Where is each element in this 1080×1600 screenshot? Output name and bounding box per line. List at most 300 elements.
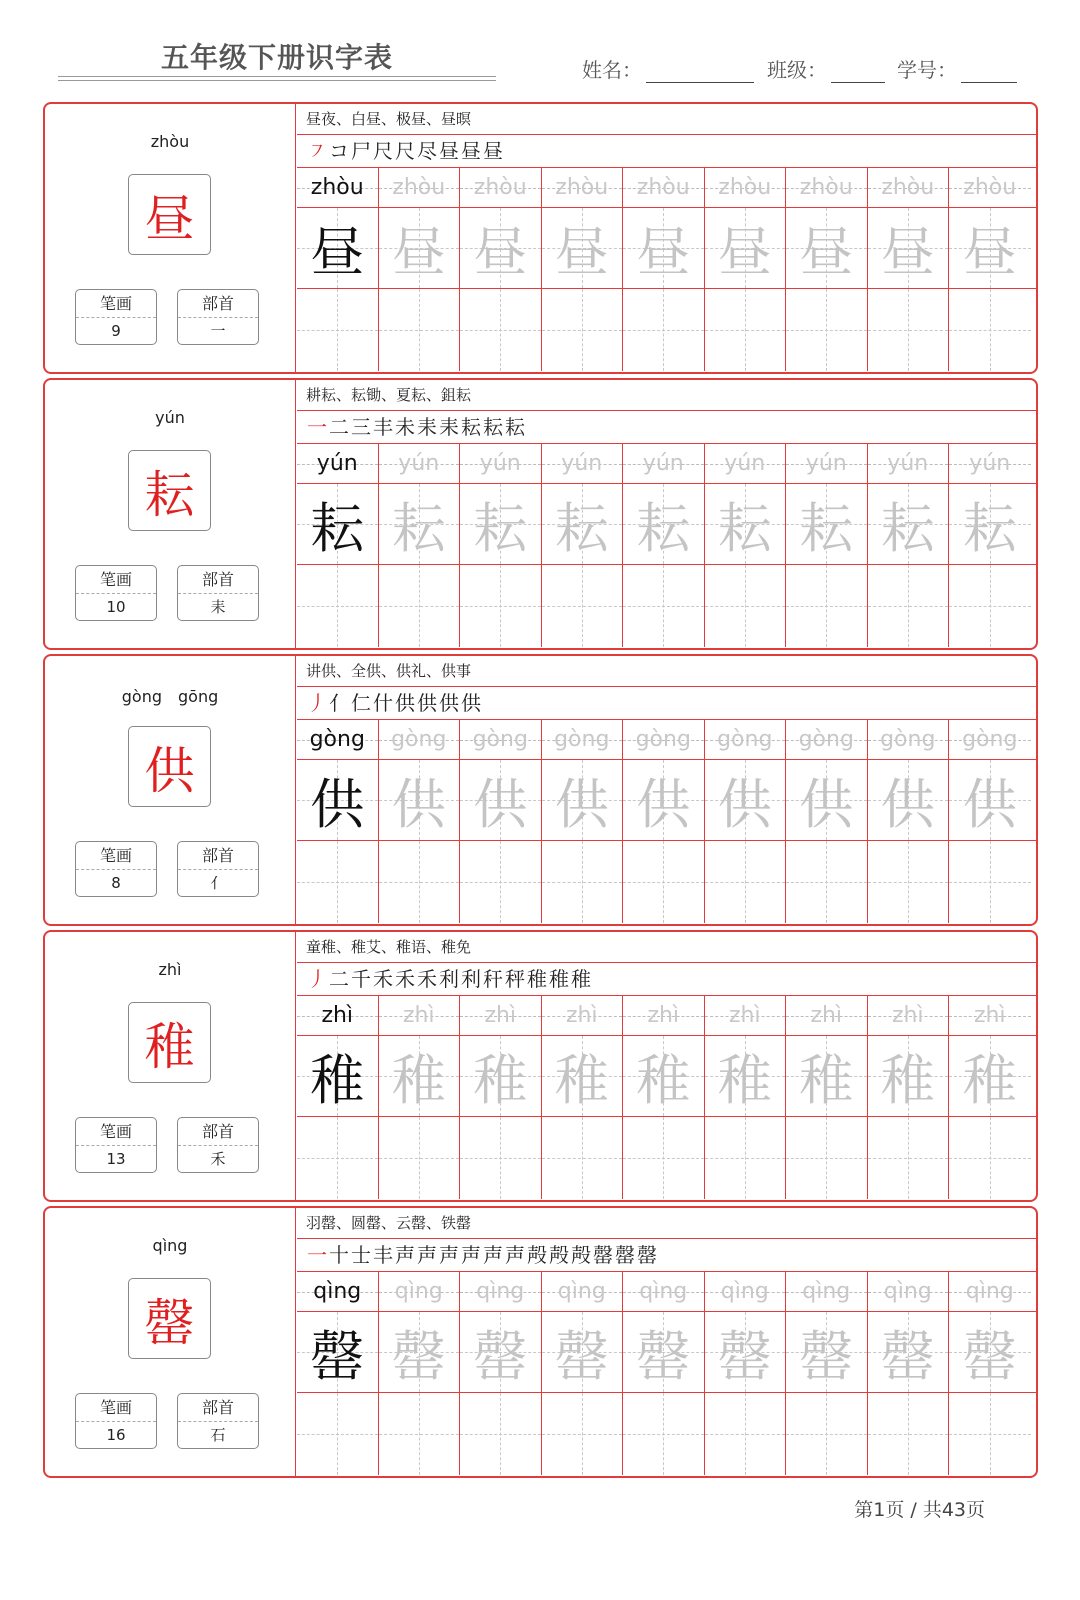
char-cell[interactable] <box>623 1312 705 1392</box>
stroke-step: 声 <box>461 1243 481 1267</box>
example-words: 昼夜、白昼、极昼、昼暝 <box>297 104 1038 135</box>
practice-cell[interactable] <box>542 1117 624 1199</box>
char-cell[interactable] <box>379 1312 461 1392</box>
char-trace: 昼 <box>473 220 528 284</box>
pinyin-cell[interactable] <box>623 996 705 1035</box>
stroke-step: 尺 <box>395 139 415 163</box>
char-trace: 供 <box>473 772 528 836</box>
char-trace: 供 <box>717 772 772 836</box>
pinyin-cell[interactable] <box>623 444 705 483</box>
pinyin-cell[interactable] <box>460 168 542 207</box>
character-card <box>43 102 1038 374</box>
id-label: 学号： <box>897 58 957 82</box>
pinyin-cell[interactable] <box>949 444 1031 483</box>
pinyin-cell[interactable] <box>542 996 624 1035</box>
practice-panel <box>297 380 1038 648</box>
trace-row <box>297 760 1038 841</box>
practice-cell[interactable] <box>705 289 787 371</box>
pinyin-cell[interactable] <box>623 720 705 759</box>
practice-cell[interactable] <box>379 565 461 647</box>
trace-row <box>297 1312 1038 1393</box>
radical-label: 部首 <box>178 290 258 318</box>
stroke-step: 亻 <box>329 691 349 715</box>
pinyin-cell[interactable] <box>786 996 868 1035</box>
character-card <box>43 930 1038 1202</box>
stroke-step: 利 <box>439 967 459 991</box>
practice-cell[interactable] <box>786 1393 868 1475</box>
stroke-step: 利 <box>461 967 481 991</box>
practice-cell[interactable] <box>949 1117 1031 1199</box>
pinyin-trace: qìng <box>639 1279 688 1304</box>
stroke-step: 丿 <box>307 967 327 991</box>
practice-panel <box>297 932 1038 1200</box>
radical-value: 耒 <box>210 598 226 616</box>
practice-cell[interactable] <box>705 565 787 647</box>
pinyin-trace: zhì <box>973 1003 1006 1028</box>
pinyin-trace: gòng <box>472 727 528 752</box>
stroke-step: 禾 <box>373 967 393 991</box>
stroke-step: 昼 <box>439 139 459 163</box>
char-trace: 供 <box>554 772 609 836</box>
char-trace: 稚 <box>310 1048 365 1112</box>
pinyin-trace: zhòu <box>392 175 446 200</box>
char-cell[interactable] <box>705 1036 787 1116</box>
pinyin-trace: yún <box>805 451 847 476</box>
practice-cell[interactable] <box>705 841 787 923</box>
pinyin-trace: yún <box>887 451 929 476</box>
stroke-count-value: 9 <box>111 322 121 340</box>
radical-box <box>177 565 259 621</box>
char-cell[interactable] <box>379 208 461 288</box>
stroke-step: 千 <box>351 967 371 991</box>
pinyin-cell <box>297 996 379 1035</box>
practice-cell[interactable] <box>786 1117 868 1199</box>
pinyin-cell <box>297 1272 379 1311</box>
class-field[interactable] <box>767 54 885 83</box>
practice-cell[interactable] <box>786 841 868 923</box>
practice-cell[interactable] <box>297 841 379 923</box>
char-trace: 供 <box>310 772 365 836</box>
stroke-step: 秆 <box>483 967 503 991</box>
char-cell[interactable] <box>786 484 868 564</box>
pinyin-trace: gòng <box>717 727 773 752</box>
practice-cell[interactable] <box>868 1117 950 1199</box>
practice-cell[interactable] <box>460 565 542 647</box>
stroke-step: 二 <box>329 967 349 991</box>
char-trace: 供 <box>391 772 446 836</box>
char-cell[interactable] <box>949 1036 1031 1116</box>
char-cell[interactable] <box>542 1312 624 1392</box>
char-trace: 罄 <box>473 1324 528 1388</box>
radical-label: 部首 <box>178 566 258 594</box>
practice-cell[interactable] <box>623 289 705 371</box>
practice-cell[interactable] <box>786 289 868 371</box>
pinyin-cell[interactable] <box>868 996 950 1035</box>
char-cell[interactable] <box>542 760 624 840</box>
char-pinyin: zhòu <box>150 132 190 151</box>
main-character: 罄 <box>128 1278 211 1359</box>
practice-cell[interactable] <box>379 1117 461 1199</box>
pinyin-row <box>297 720 1038 760</box>
pinyin-trace: yún <box>724 451 766 476</box>
pinyin-cell[interactable] <box>949 168 1031 207</box>
stroke-count-label: 笔画 <box>76 1118 156 1146</box>
char-trace: 供 <box>962 772 1017 836</box>
stroke-order <box>297 1239 1038 1272</box>
char-cell[interactable] <box>623 208 705 288</box>
char-cell[interactable] <box>542 1036 624 1116</box>
char-cell[interactable] <box>949 208 1031 288</box>
char-cell[interactable] <box>705 760 787 840</box>
practice-cell[interactable] <box>297 565 379 647</box>
pinyin-cell[interactable] <box>542 168 624 207</box>
pinyin-cell[interactable] <box>379 444 461 483</box>
stroke-step: 耘 <box>505 415 525 439</box>
radical-label: 部首 <box>178 1118 258 1146</box>
practice-cell[interactable] <box>379 841 461 923</box>
char-info-panel <box>45 104 296 372</box>
stroke-step: 尽 <box>417 139 437 163</box>
pinyin-cell[interactable] <box>786 1272 868 1311</box>
pinyin-cell <box>297 720 379 759</box>
blank-row <box>297 289 1038 371</box>
stroke-step: 声 <box>395 1243 415 1267</box>
practice-cell[interactable] <box>460 1393 542 1475</box>
radical-value: 亻 <box>210 874 226 892</box>
char-cell[interactable] <box>460 760 542 840</box>
stroke-step: 声 <box>505 1243 525 1267</box>
main-character: 耘 <box>128 450 211 531</box>
stroke-step: 仁 <box>351 691 371 715</box>
stroke-step: 士 <box>351 1243 371 1267</box>
char-info-panel <box>45 1208 296 1476</box>
pinyin-trace: yún <box>969 451 1011 476</box>
pinyin-cell[interactable] <box>868 168 950 207</box>
char-trace: 供 <box>880 772 935 836</box>
stroke-count-label: 笔画 <box>76 290 156 318</box>
stroke-step: 耘 <box>483 415 503 439</box>
char-pinyin: gòng gōng <box>121 687 219 706</box>
char-trace: 昼 <box>717 220 772 284</box>
practice-cell[interactable] <box>868 289 950 371</box>
class-blank[interactable] <box>831 59 885 83</box>
practice-cell[interactable] <box>542 841 624 923</box>
radical-value: 一 <box>210 322 226 340</box>
pinyin-cell[interactable] <box>705 1272 787 1311</box>
practice-cell[interactable] <box>623 841 705 923</box>
char-info-panel <box>45 932 296 1200</box>
pinyin-cell[interactable] <box>786 720 868 759</box>
pinyin-trace: zhòu <box>799 175 853 200</box>
pinyin-cell <box>297 444 379 483</box>
pinyin-cell[interactable] <box>542 444 624 483</box>
pinyin-cell <box>297 168 379 207</box>
stroke-order <box>297 963 1038 996</box>
pinyin-cell[interactable] <box>786 444 868 483</box>
char-trace: 耘 <box>717 496 772 560</box>
pinyin-row <box>297 168 1038 208</box>
char-trace: 稚 <box>473 1048 528 1112</box>
char-info-panel <box>45 380 296 648</box>
pinyin-cell[interactable] <box>460 720 542 759</box>
pinyin-trace: zhì <box>728 1003 761 1028</box>
char-cell[interactable] <box>786 1312 868 1392</box>
pinyin-cell[interactable] <box>379 168 461 207</box>
main-character: 供 <box>128 726 211 807</box>
blank-row <box>297 1117 1038 1199</box>
practice-cell[interactable] <box>949 841 1031 923</box>
stroke-count-box <box>75 565 157 621</box>
stroke-step: 殸 <box>549 1243 569 1267</box>
practice-cell[interactable] <box>949 1393 1031 1475</box>
stroke-step: 罄 <box>637 1243 657 1267</box>
pinyin-cell[interactable] <box>623 168 705 207</box>
stroke-step: 供 <box>461 691 481 715</box>
stroke-order <box>297 411 1038 444</box>
pinyin-trace: gòng <box>554 727 610 752</box>
pinyin-cell[interactable] <box>868 720 950 759</box>
char-trace: 稚 <box>717 1048 772 1112</box>
char-cell[interactable] <box>868 760 950 840</box>
pinyin-cell[interactable] <box>379 720 461 759</box>
char-trace: 罄 <box>880 1324 935 1388</box>
pinyin-row <box>297 1272 1038 1312</box>
character-card <box>43 378 1038 650</box>
stroke-step: 三 <box>351 415 371 439</box>
practice-cell[interactable] <box>705 1117 787 1199</box>
pinyin-trace: gòng <box>391 727 447 752</box>
pinyin-trace: qìng <box>720 1279 769 1304</box>
pinyin-cell[interactable] <box>705 996 787 1035</box>
char-trace: 耘 <box>636 496 691 560</box>
name-blank[interactable] <box>646 59 754 83</box>
stroke-step: 供 <box>395 691 415 715</box>
stroke-step: 声 <box>417 1243 437 1267</box>
id-field[interactable] <box>897 54 1017 83</box>
practice-cell[interactable] <box>542 289 624 371</box>
page-number: 第1页 / 共43页 <box>854 1499 985 1521</box>
radical-box <box>177 1117 259 1173</box>
char-cell[interactable] <box>460 1312 542 1392</box>
char-trace: 耘 <box>962 496 1017 560</box>
pinyin-trace: yún <box>479 451 521 476</box>
stroke-count-label: 笔画 <box>76 1394 156 1422</box>
stroke-step: 昼 <box>483 139 503 163</box>
pinyin-trace: yún <box>642 451 684 476</box>
example-words: 耕耘、耘锄、夏耘、鉏耘 <box>297 380 1038 411</box>
char-cell[interactable] <box>379 1036 461 1116</box>
blank-row <box>297 1393 1038 1475</box>
pinyin-cell[interactable] <box>542 720 624 759</box>
char-trace: 稚 <box>799 1048 854 1112</box>
practice-cell[interactable] <box>542 565 624 647</box>
char-cell[interactable] <box>460 208 542 288</box>
pinyin-trace: zhì <box>321 1003 354 1028</box>
practice-grid <box>297 1272 1038 1475</box>
stroke-step: 稚 <box>571 967 591 991</box>
stroke-step: 尸 <box>351 139 371 163</box>
char-cell[interactable] <box>705 484 787 564</box>
char-cell[interactable] <box>542 484 624 564</box>
practice-cell[interactable] <box>623 1393 705 1475</box>
pinyin-trace: zhì <box>810 1003 843 1028</box>
name-field[interactable] <box>582 54 754 83</box>
stroke-step: 供 <box>439 691 459 715</box>
char-cell[interactable] <box>868 1036 950 1116</box>
example-words: 讲供、全供、供礼、供事 <box>297 656 1038 687</box>
char-trace: 供 <box>636 772 691 836</box>
pinyin-trace: zhòu <box>636 175 690 200</box>
char-cell[interactable] <box>542 208 624 288</box>
stroke-step: 二 <box>329 415 349 439</box>
pinyin-cell[interactable] <box>460 996 542 1035</box>
pinyin-trace: yún <box>398 451 440 476</box>
char-trace: 稚 <box>636 1048 691 1112</box>
stroke-step: 耒 <box>417 415 437 439</box>
pinyin-trace: qìng <box>965 1279 1014 1304</box>
pinyin-cell[interactable] <box>379 996 461 1035</box>
char-pinyin: zhì <box>158 960 182 979</box>
practice-cell[interactable] <box>623 1117 705 1199</box>
char-pinyin: qìng <box>152 1236 188 1255</box>
char-cell[interactable] <box>786 1036 868 1116</box>
pinyin-trace: zhì <box>891 1003 924 1028</box>
char-trace: 耘 <box>799 496 854 560</box>
char-cell[interactable] <box>868 1312 950 1392</box>
char-trace: 罄 <box>799 1324 854 1388</box>
blank-row <box>297 841 1038 923</box>
practice-cell[interactable] <box>379 289 461 371</box>
title-underline <box>58 76 496 77</box>
stroke-count-value: 8 <box>111 874 121 892</box>
stroke-step: 殸 <box>527 1243 547 1267</box>
stroke-step: 耘 <box>461 415 481 439</box>
practice-cell[interactable] <box>868 841 950 923</box>
char-cell[interactable] <box>949 1312 1031 1392</box>
practice-cell[interactable] <box>542 1393 624 1475</box>
char-cell[interactable] <box>705 1312 787 1392</box>
pinyin-cell[interactable] <box>623 1272 705 1311</box>
stroke-step: 未 <box>395 415 415 439</box>
pinyin-trace: qìng <box>883 1279 932 1304</box>
pinyin-cell[interactable] <box>705 168 787 207</box>
stroke-count-box <box>75 289 157 345</box>
char-cell[interactable] <box>868 208 950 288</box>
practice-panel <box>297 104 1038 372</box>
pinyin-cell[interactable] <box>542 1272 624 1311</box>
stroke-step: 秤 <box>505 967 525 991</box>
char-trace: 罄 <box>554 1324 609 1388</box>
char-trace: 稚 <box>391 1048 446 1112</box>
stroke-step: 供 <box>417 691 437 715</box>
char-trace: 稚 <box>962 1048 1017 1112</box>
pinyin-trace: gòng <box>635 727 691 752</box>
radical-value: 禾 <box>210 1150 226 1168</box>
char-cell[interactable] <box>460 1036 542 1116</box>
practice-cell[interactable] <box>705 1393 787 1475</box>
practice-cell[interactable] <box>460 1117 542 1199</box>
radical-label: 部首 <box>178 842 258 870</box>
stroke-order <box>297 135 1038 168</box>
main-character: 昼 <box>128 174 211 255</box>
char-cell[interactable] <box>623 760 705 840</box>
char-cell[interactable] <box>623 484 705 564</box>
pinyin-cell[interactable] <box>379 1272 461 1311</box>
char-cell[interactable] <box>379 484 461 564</box>
char-cell[interactable] <box>949 484 1031 564</box>
pinyin-trace: gòng <box>880 727 936 752</box>
character-card <box>43 654 1038 926</box>
practice-cell[interactable] <box>297 1393 379 1475</box>
char-cell[interactable] <box>623 1036 705 1116</box>
practice-cell[interactable] <box>379 1393 461 1475</box>
pinyin-cell[interactable] <box>868 444 950 483</box>
pinyin-trace: gòng <box>798 727 854 752</box>
pinyin-trace: zhòu <box>473 175 527 200</box>
pinyin-cell[interactable] <box>868 1272 950 1311</box>
stroke-step: 禾 <box>417 967 437 991</box>
practice-cell[interactable] <box>460 841 542 923</box>
practice-grid <box>297 168 1038 371</box>
practice-cell[interactable] <box>949 289 1031 371</box>
pinyin-cell[interactable] <box>786 168 868 207</box>
stroke-step: 罄 <box>593 1243 613 1267</box>
pinyin-trace: zhì <box>565 1003 598 1028</box>
practice-cell[interactable] <box>297 1117 379 1199</box>
radical-label: 部首 <box>178 1394 258 1422</box>
stroke-count-label: 笔画 <box>76 566 156 594</box>
pinyin-cell[interactable] <box>460 444 542 483</box>
character-card <box>43 1206 1038 1478</box>
pinyin-trace: zhì <box>647 1003 680 1028</box>
char-cell[interactable] <box>705 208 787 288</box>
practice-cell[interactable] <box>868 565 950 647</box>
pinyin-cell[interactable] <box>949 1272 1031 1311</box>
pinyin-cell[interactable] <box>949 996 1031 1035</box>
stroke-step: ㇇ <box>307 139 327 163</box>
char-cell[interactable] <box>868 484 950 564</box>
blank-row <box>297 565 1038 647</box>
id-blank[interactable] <box>961 59 1017 83</box>
char-cell[interactable] <box>786 208 868 288</box>
practice-cell[interactable] <box>786 565 868 647</box>
practice-cell[interactable] <box>949 565 1031 647</box>
practice-cell[interactable] <box>297 289 379 371</box>
pinyin-cell[interactable] <box>460 1272 542 1311</box>
practice-cell[interactable] <box>623 565 705 647</box>
practice-grid <box>297 720 1038 923</box>
practice-cell[interactable] <box>868 1393 950 1475</box>
radical-box <box>177 841 259 897</box>
char-cell[interactable] <box>460 484 542 564</box>
pinyin-cell[interactable] <box>949 720 1031 759</box>
stroke-count-value: 10 <box>106 598 126 616</box>
char-trace: 供 <box>799 772 854 836</box>
char-cell[interactable] <box>379 760 461 840</box>
char-trace: 罄 <box>636 1324 691 1388</box>
stroke-step: 罄 <box>615 1243 635 1267</box>
radical-value: 石 <box>210 1426 226 1444</box>
pinyin-cell[interactable] <box>705 720 787 759</box>
char-cell[interactable] <box>949 760 1031 840</box>
pinyin-row <box>297 996 1038 1036</box>
char-cell[interactable] <box>786 760 868 840</box>
stroke-step: 殸 <box>571 1243 591 1267</box>
stroke-step: 丰 <box>373 1243 393 1267</box>
pinyin-cell[interactable] <box>705 444 787 483</box>
char-cell <box>297 1312 379 1392</box>
practice-cell[interactable] <box>460 289 542 371</box>
